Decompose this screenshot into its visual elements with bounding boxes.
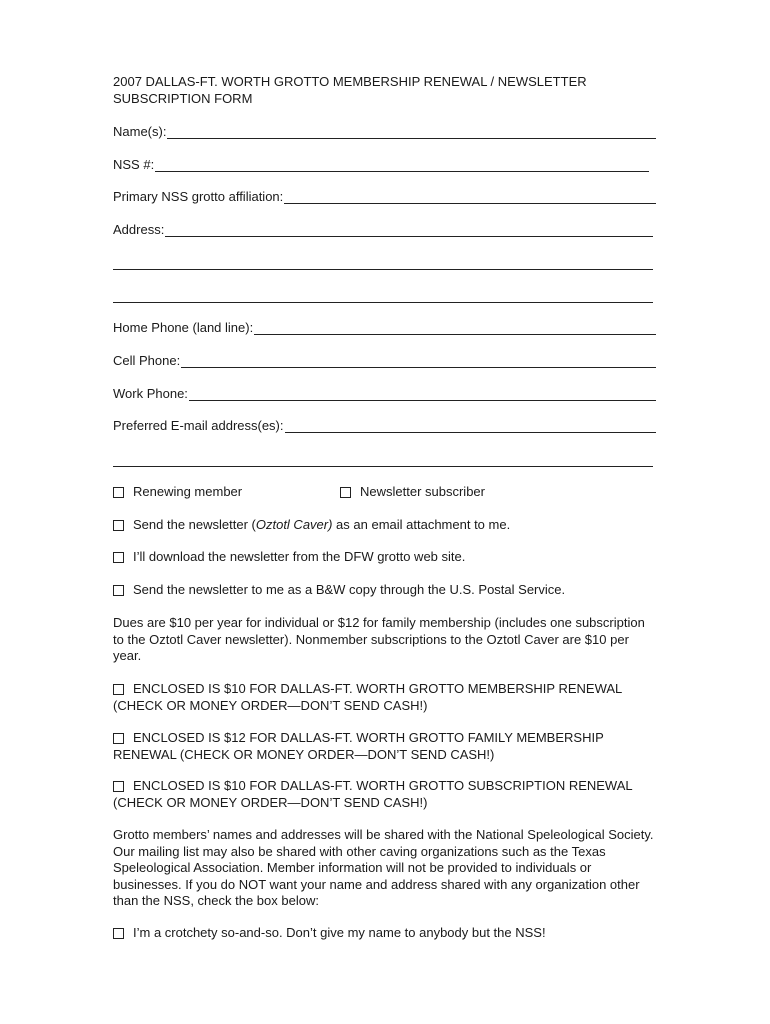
- cell-phone-field[interactable]: [113, 353, 656, 368]
- grotto-label: Primary NSS grotto affiliation:: [113, 189, 284, 204]
- optout-option[interactable]: [113, 925, 546, 940]
- work-phone-blank[interactable]: [189, 388, 656, 401]
- work-phone-field[interactable]: [113, 386, 656, 401]
- address-field[interactable]: [113, 222, 653, 237]
- address-line-3[interactable]: [113, 301, 653, 303]
- email-label: Preferred E-mail address(es):: [113, 418, 284, 433]
- enclosed-family-label: ENCLOSED IS $12 FOR DALLAS-FT. WORTH GROTTO FAMILY MEMBERSHIP RENEWAL (CHECK OR MONEY ORDER—DON’T SEND CASH!): [113, 730, 604, 762]
- enclosed-subscription-option[interactable]: [113, 777, 658, 811]
- cell-phone-label: Cell Phone:: [113, 353, 181, 368]
- renewing-checkbox[interactable]: [113, 487, 124, 498]
- address-line-2[interactable]: [113, 268, 653, 270]
- download-checkbox[interactable]: [113, 552, 124, 563]
- names-blank[interactable]: [167, 126, 656, 139]
- optout-label: I’m a crotchety so-and-so. Don’t give my name to anybody but the NSS!: [133, 925, 546, 940]
- renewing-label: Renewing member: [133, 484, 243, 499]
- email-blank[interactable]: [285, 420, 657, 433]
- enclosed-individual-label: ENCLOSED IS $10 FOR DALLAS-FT. WORTH GROTTO MEMBERSHIP RENEWAL (CHECK OR MONEY ORDER—DON’T SEND CASH!): [113, 681, 622, 713]
- optout-checkbox[interactable]: [113, 928, 124, 939]
- download-option[interactable]: [113, 549, 465, 564]
- email-line-2[interactable]: [113, 465, 653, 467]
- dues-paragraph: Dues are $10 per year for individual or $12 for family membership (includes one subscription to the Oztotl Caver newsletter). Nonmember subscriptions to the Oztotl Caver are $10 per year.: [113, 615, 645, 663]
- cell-phone-blank[interactable]: [181, 355, 656, 368]
- newsletter-name: Oztotl Caver): [255, 517, 333, 532]
- enclosed-individual-option[interactable]: [113, 680, 658, 714]
- names-label: Name(s):: [113, 124, 167, 139]
- postal-label: Send the newsletter to me as a B&W copy through the U.S. Postal Service.: [133, 582, 566, 597]
- postal-checkbox[interactable]: [113, 585, 124, 596]
- enclosed-subscription-label: ENCLOSED IS $10 FOR DALLAS-FT. WORTH GROTTO SUBSCRIPTION RENEWAL (CHECK OR MONEY ORDER—DON’T SEND CASH!): [113, 778, 633, 810]
- nss-field[interactable]: [113, 157, 649, 172]
- address-blank[interactable]: [165, 224, 653, 237]
- email-newsletter-suffix: as an email attachment to me.: [332, 517, 511, 532]
- home-phone-label: Home Phone (land line):: [113, 320, 254, 335]
- names-field[interactable]: [113, 124, 656, 139]
- privacy-paragraph: Grotto members’ names and addresses will be shared with the National Speleological Society. Our mailing list may also be shared with other caving organizations such as the Texas Speleological Association. Member information will not be provided to individuals or businesses. If you do NOT want your name and address shared with any organization other than the NSS, check the box below:: [113, 827, 654, 908]
- enclosed-family-option[interactable]: [113, 729, 658, 763]
- home-phone-field[interactable]: [113, 320, 656, 335]
- email-newsletter-checkbox[interactable]: [113, 520, 124, 531]
- download-label: I’ll download the newsletter from the DFW grotto web site.: [133, 549, 466, 564]
- subscriber-checkbox[interactable]: [340, 487, 351, 498]
- newsletter-subscriber-option[interactable]: [340, 484, 485, 499]
- nss-label: NSS #:: [113, 157, 155, 172]
- email-newsletter-option[interactable]: [113, 517, 510, 532]
- home-phone-blank[interactable]: [254, 322, 656, 335]
- grotto-blank[interactable]: [284, 191, 656, 204]
- email-newsletter-prefix: Send the newsletter (: [133, 517, 256, 532]
- nss-blank[interactable]: [155, 159, 649, 172]
- renewing-member-option[interactable]: [113, 484, 242, 499]
- enclosed-subscription-checkbox[interactable]: [113, 781, 124, 792]
- subscriber-label: Newsletter subscriber: [360, 484, 485, 499]
- email-field[interactable]: [113, 418, 656, 433]
- address-label: Address:: [113, 222, 165, 237]
- enclosed-family-checkbox[interactable]: [113, 733, 124, 744]
- form-title: 2007 DALLAS-FT. WORTH GROTTO MEMBERSHIP RENEWAL / NEWSLETTER SUBSCRIPTION FORM: [113, 74, 587, 106]
- postal-option[interactable]: [113, 582, 565, 597]
- work-phone-label: Work Phone:: [113, 386, 188, 401]
- enclosed-individual-checkbox[interactable]: [113, 684, 124, 695]
- grotto-field[interactable]: [113, 189, 656, 204]
